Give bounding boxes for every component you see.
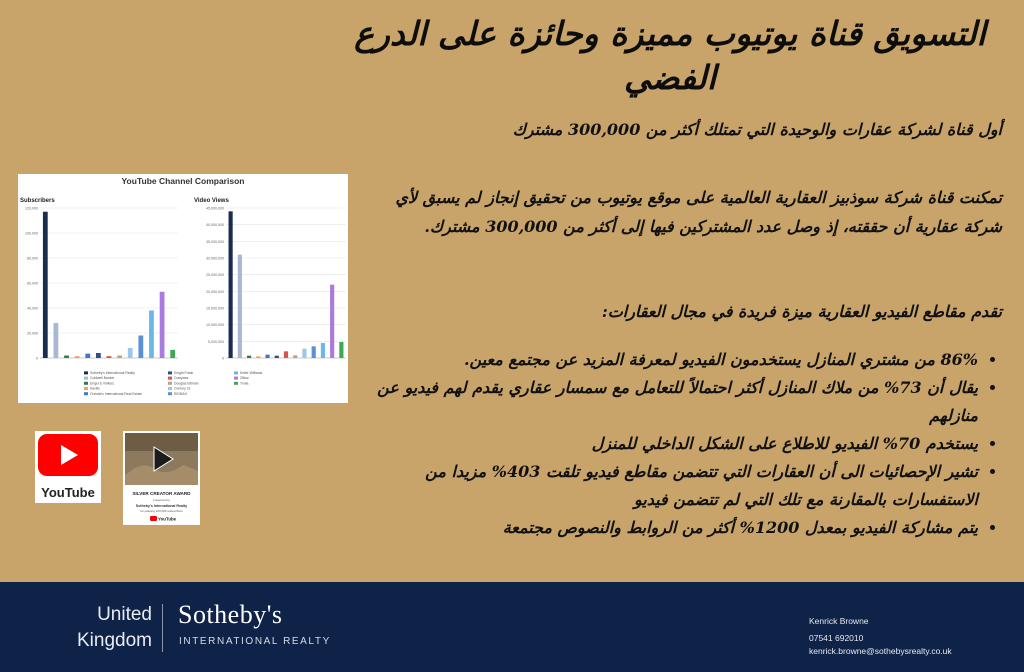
legend-label: Century 21 — [174, 386, 191, 391]
legend-label: RE/MAX — [174, 391, 187, 396]
region-label: United Kingdom — [77, 604, 152, 651]
award-logo: YouTube — [158, 516, 177, 522]
y-tick-label: 5,000,000 — [208, 339, 224, 344]
features-intro: تقدم مقاطع الفيديو العقارية ميزة فريدة في مجال العقارات: — [601, 302, 1002, 321]
bar-subscribers — [160, 292, 165, 358]
award-plaque — [123, 431, 200, 525]
bar-video-views — [330, 285, 334, 358]
footer-bar — [0, 582, 1024, 672]
award-presented: presented to — [153, 498, 170, 502]
bar-video-views — [256, 356, 260, 358]
y-tick-label: 80,000 — [27, 256, 38, 261]
legend-swatch — [84, 392, 88, 395]
youtube-logo-icon — [35, 431, 101, 503]
legend-swatch — [168, 392, 172, 395]
award-title: SILVER CREATOR AWARD — [132, 491, 191, 496]
bar-video-views — [312, 346, 316, 358]
y-tick-label: 0 — [222, 356, 224, 361]
list-item: • يقال أن 73% من ملاك المنازل أكثر احتمالاً للتعامل مع سمسار عقاري يقدم لهم فيديو عن منازلهم — [358, 374, 978, 430]
y-tick-label: 40,000 — [27, 306, 38, 311]
bar-subscribers — [107, 356, 112, 358]
y-tick-label: 20,000 — [27, 331, 38, 336]
legend-label: Zillow — [240, 376, 249, 381]
legend-swatch — [234, 377, 238, 380]
list-item: • يتم مشاركة الفيديو بمعدل 1200% أكثر من الروابط والنصوص مجتمعة — [358, 514, 978, 542]
chart-canvas — [18, 174, 348, 403]
bar-subscribers — [54, 323, 59, 358]
legend-swatch — [84, 371, 88, 374]
award-note: for passing 100,000 subscribers — [140, 509, 183, 513]
page-title: التسويق قناة يوتيوب مميزة وحائزة على الدرع الفضي — [354, 14, 986, 97]
bar-video-views — [321, 343, 325, 358]
brand-logo: Sotheby's — [178, 600, 283, 629]
list-item: • يستخدم 70% الفيديو للاطلاع على الشكل الداخلي للمنزل — [358, 430, 978, 458]
bar-subscribers — [85, 354, 90, 358]
legend-label: Trulia — [240, 381, 249, 386]
list-item: • تشير الإحصائيات الى أن العقارات التي تتضمن مقاطع فيديو تلقت 403% مزيدا من الاستفسارات بالمقارنة مع تلك التي لم تتضمن فيديو — [358, 458, 978, 514]
legend-swatch — [168, 371, 172, 374]
intro-paragraph: تمكنت قناة شركة سوذبيز العقارية العالمية على موقع يوتيوب من تحقيق إنجاز لم يسبق لأي شركة عقارية أن حققته، إذ وصل عدد المشتركين فيها إلى أكثر من 300,000 مشترك. — [395, 188, 1002, 236]
y-tick-label: 40,000,000 — [206, 223, 224, 228]
bar-video-views — [339, 342, 343, 358]
y-tick-label: 10,000,000 — [206, 323, 224, 328]
legend-label: Douglas Elliman — [174, 381, 199, 386]
panel-title-subscribers: Subscribers — [20, 198, 55, 204]
bar-video-views — [229, 211, 233, 358]
chart-title: YouTube Channel Comparison — [121, 176, 245, 186]
bar-subscribers — [128, 348, 133, 358]
y-tick-label: 100,000 — [25, 231, 38, 236]
legend-label: Coldwell Banker — [90, 376, 115, 381]
headline: أول قناة لشركة عقارات والوحيدة التي تمتلك أكثر من 300,000 مشترك — [512, 120, 1002, 139]
bar-video-views — [275, 356, 279, 358]
youtube-mini-icon — [150, 516, 157, 521]
list-item: • 86% من مشتري المنازل يستخدمون الفيديو لمعرفة المزيد عن مجتمع معين. — [358, 346, 978, 374]
youtube-badge — [35, 431, 101, 503]
youtube-channel-chart — [18, 174, 348, 403]
contact-phone[interactable]: 07541 692010 — [809, 633, 864, 643]
legend-swatch — [84, 377, 88, 380]
y-tick-label: 30,000,000 — [206, 256, 224, 261]
bar-video-views — [238, 255, 242, 358]
bar-subscribers — [75, 356, 80, 358]
legend-label: Savills — [90, 386, 100, 391]
panel-title-views: Video Views — [194, 198, 229, 204]
brand-subtitle: INTERNATIONAL REALTY — [179, 636, 331, 647]
y-tick-label: 15,000,000 — [206, 306, 224, 311]
bar-subscribers — [64, 356, 69, 359]
y-tick-label: 20,000,000 — [206, 289, 224, 294]
legend-swatch — [168, 382, 172, 385]
legend-swatch — [234, 371, 238, 374]
contact-email[interactable]: kenrick.browne@sothebysrealty.co.uk — [809, 646, 952, 656]
legend-swatch — [234, 382, 238, 385]
bar-subscribers — [170, 350, 175, 358]
youtube-wordmark: YouTube — [41, 485, 95, 500]
legend-label: Engel & Völkers — [90, 381, 115, 386]
y-tick-label: 0 — [36, 356, 38, 361]
bar-video-views — [293, 355, 297, 358]
bar-subscribers — [117, 356, 122, 359]
award-channel: Sotheby's International Realty — [135, 504, 188, 508]
legend-swatch — [84, 387, 88, 390]
y-tick-label: 25,000,000 — [206, 273, 224, 278]
brand-divider — [162, 604, 163, 652]
bar-video-views — [284, 351, 288, 358]
legend-swatch — [168, 377, 172, 380]
y-tick-label: 60,000 — [27, 281, 38, 286]
y-tick-label: 45,000,000 — [206, 206, 224, 211]
bar-video-views — [247, 356, 251, 358]
stats-list — [358, 346, 1002, 542]
legend-label: Christie's International Real Estate — [90, 391, 142, 396]
legend-label: Sotheby's International Realty — [90, 371, 135, 375]
legend-label: Compass — [174, 376, 189, 381]
bar-video-views — [302, 349, 306, 358]
y-tick-label: 120,000 — [25, 206, 38, 211]
legend-swatch — [84, 382, 88, 385]
bar-subscribers — [138, 336, 143, 359]
legend-swatch — [168, 387, 172, 390]
y-tick-label: 35,000,000 — [206, 239, 224, 244]
bar-subscribers — [96, 353, 101, 358]
bar-video-views — [265, 355, 269, 358]
bar-subscribers — [149, 311, 154, 359]
legend-label: Knight Frank — [174, 371, 194, 375]
contact-name: Kenrick Browne — [809, 616, 869, 626]
silver-creator-award — [123, 431, 200, 525]
contact-block — [809, 615, 952, 658]
legend-label: Keller Williams — [240, 371, 263, 375]
bar-subscribers — [43, 212, 48, 358]
